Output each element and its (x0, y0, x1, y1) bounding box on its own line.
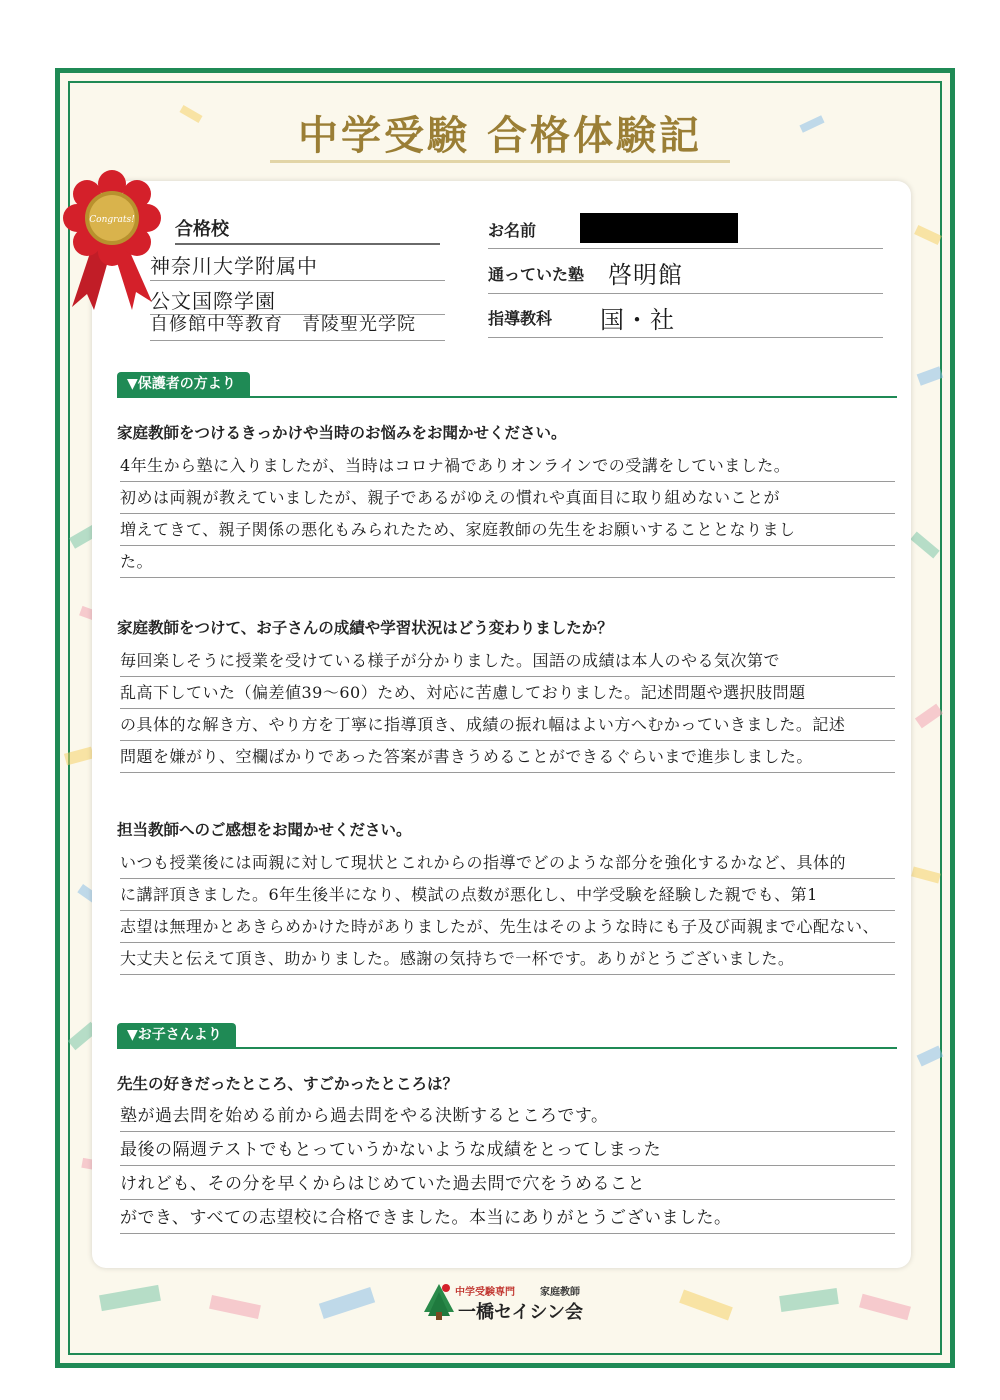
parent-answer-3-line: 志望は無理かとあきらめかけた時がありましたが、先生はそのような時にも子及び両親まで心配ない、 (120, 911, 895, 943)
parent-answer-1-line: 増えてきて、親子関係の悪化もみられたため、家庭教師の先生をお願いすることとなりまし (120, 514, 895, 546)
juku-value: 啓明館 (608, 261, 683, 289)
child-answer-line: 塾が過去問を始める前から過去問をやる決断するところです。 (120, 1100, 895, 1132)
parent-answer-1-line: た。 (120, 546, 895, 578)
page-title: 中学受験 合格体験記 (298, 112, 702, 159)
logo-tagline: 中学受験専門 (455, 1287, 515, 1298)
school-line-1: 神奈川大学附属中 (150, 254, 318, 278)
tree-logo-icon (422, 1282, 456, 1322)
parent-answer-2-line: 乱高下していた（偏差値39〜60）ため、対応に苦慮しておりました。記述問題や選択肢問題 (120, 677, 895, 709)
title-underline (270, 160, 730, 163)
school-rule-1 (150, 280, 445, 281)
badge-text: Congrats! (89, 215, 135, 225)
juku-rule (488, 293, 883, 294)
parent-answer-1-line: 初めは両親が教えていましたが、親子であるがゆえの慣れや真面目に取り組めないことが (120, 482, 895, 514)
child-section-tag: ▼お子さんより (117, 1023, 236, 1047)
name-label: お名前 (488, 221, 537, 240)
redacted-name (580, 213, 738, 243)
child-answer-line: ができ、すべての志望校に合格できました。本当にありがとうございました。 (120, 1202, 895, 1234)
subject-rule (488, 337, 883, 338)
parent-answer-1-line: 4年生から塾に入りましたが、当時はコロナ禍でありオンラインでの受講をしていました。 (120, 450, 895, 482)
parent-answer-2-line: 問題を嫌がり、空欄ばかりであった答案が書きうめることができるぐらいまで進歩しました。 (120, 741, 895, 773)
school-line-2: 公文国際学園 (150, 289, 276, 313)
parent-answer-3-line: いつも授業後には両親に対して現状とこれからの指導でどのような部分を強化するかなど、具体的 (120, 847, 895, 879)
parent-answer-3-line: に講評頂きました。6年生後半になり、模試の点数が悪化し、中学受験を経験した親でも、第1 (120, 879, 895, 911)
logo-sub: 家庭教師 (540, 1287, 580, 1298)
parent-section-line (117, 396, 897, 398)
subject-label: 指導教科 (488, 309, 553, 328)
parent-question-1: 家庭教師をつけるきっかけや当時のお悩みをお聞かせください。 (117, 424, 567, 442)
school-label-rule (175, 243, 440, 245)
school-label: 合格校 (175, 219, 229, 240)
child-section-line (117, 1047, 897, 1049)
name-rule (488, 248, 883, 249)
parent-section-tag: ▼保護者の方より (117, 372, 250, 396)
school-rule-3 (150, 340, 445, 341)
child-answer-line: けれども、その分を早くからはじめていた過去問で穴をうめること (120, 1168, 895, 1200)
juku-label: 通っていた塾 (488, 265, 585, 284)
parent-question-2: 家庭教師をつけて、お子さんの成績や学習状況はどう変わりましたか？ (117, 619, 613, 637)
parent-answer-2-line: の具体的な解き方、やり方を丁寧に指導頂き、成績の振れ幅はよい方へむかっていきました。記述 (120, 709, 895, 741)
logo-name: 一橋セイシン会 (458, 1302, 584, 1323)
parent-answer-2-line: 毎回楽しそうに授業を受けている様子が分かりました。国語の成績は本人のやる気次第で (120, 645, 895, 677)
child-answer-line: 最後の隔週テストでもとっていうかないような成績をとってしまった (120, 1134, 895, 1166)
parent-question-3: 担当教師へのご感想をお聞かせください。 (117, 821, 412, 839)
subject-value: 国・社 (600, 306, 675, 334)
parent-answer-3-line: 大丈夫と伝えて頂き、助かりました。感謝の気持ちで一杯です。ありがとうございました。 (120, 943, 895, 975)
child-question-1: 先生の好きだったところ、すごかったところは？ (117, 1075, 459, 1093)
school-line-3: 自修館中等教育 青陵聖光学院 (150, 314, 416, 335)
